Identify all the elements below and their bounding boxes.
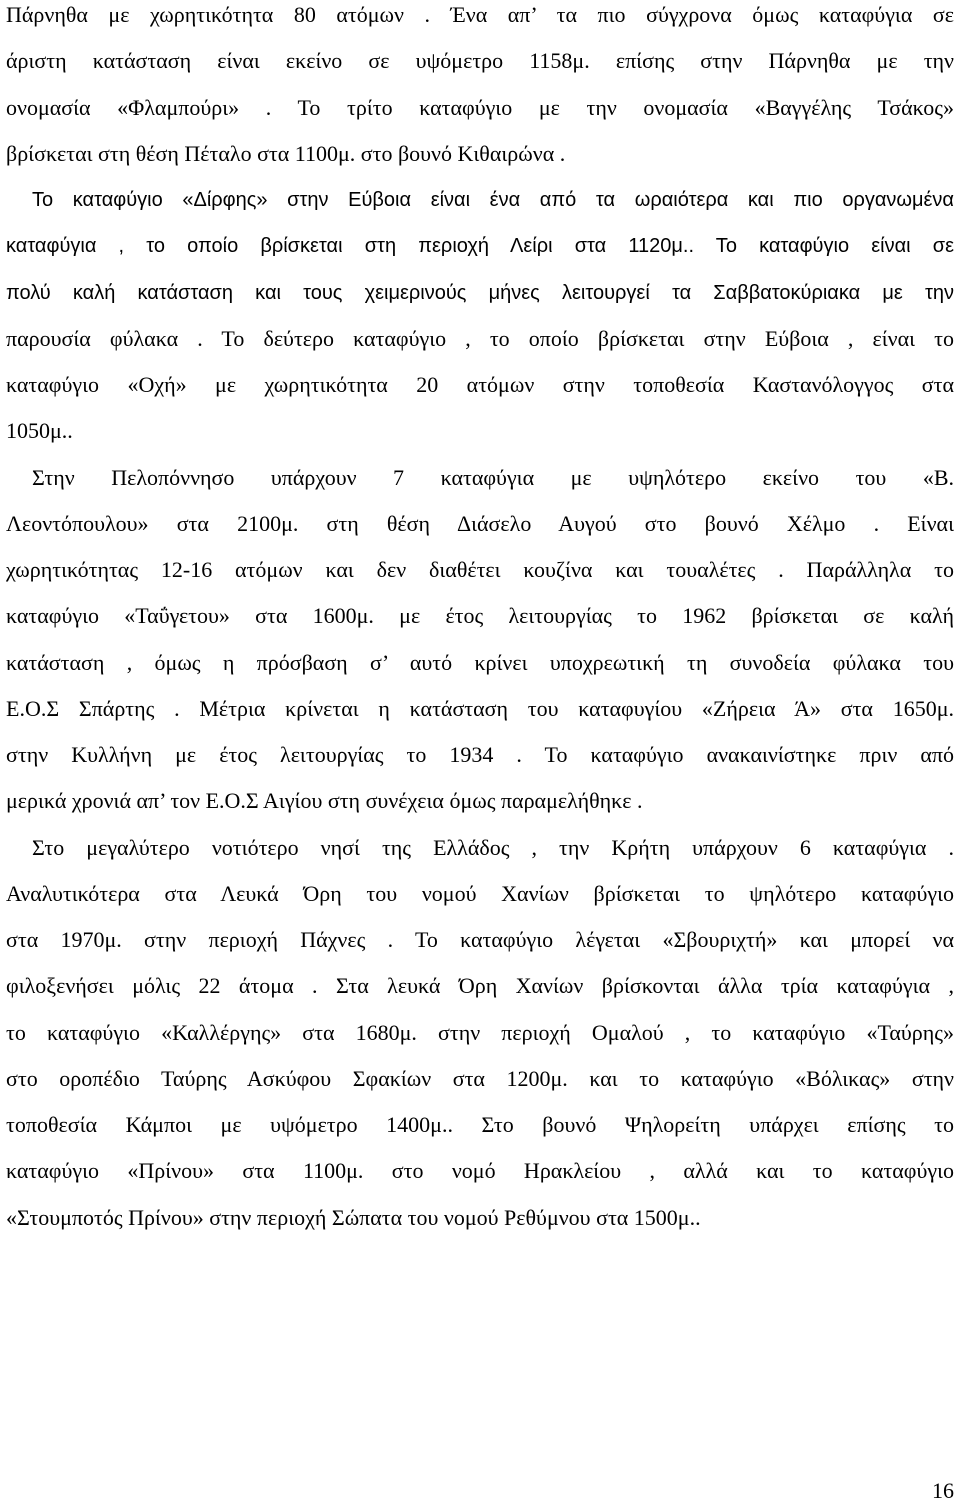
text-line: μερικά χρονιά απ’ τον Ε.Ο.Σ Αιγίου στη συνέχεια όμως παραμελήθηκε . [6, 788, 643, 813]
text-line: στα 1970μ. στην περιοχή Πάχνες . Το καταφύγιο λέγεται «Σβουριχτή» και μπορεί να [6, 927, 954, 952]
text-line: Αναλυτικότερα στα Λευκά Όρη του νομού Χανίων βρίσκεται το ψηλότερο καταφύγιο [6, 881, 954, 906]
text-line: κατάσταση , όμως η πρόσβαση σ’ αυτό κρίνει υποχρεωτική τη συνοδεία φύλακα του [6, 650, 954, 675]
text-line: χωρητικότητας 12-16 ατόμων και δεν διαθέτει κουζίνα και τουαλέτες . Παράλληλα το [6, 557, 954, 582]
text-line: Στην Πελοπόννησο υπάρχουν 7 καταφύγια με υψηλότερο εκείνο του «Β. [32, 465, 954, 490]
text-line: «Στουμποτός Πρίνου» στην περιοχή Σώπατα του νομού Ρεθύμνου στα 1500μ.. [6, 1205, 701, 1230]
text-line: Στο μεγαλύτερο νοτιότερο νησί της Ελλάδος , την Κρήτη υπάρχουν 6 καταφύγια . [32, 835, 954, 860]
text-line: Ε.Ο.Σ Σπάρτης . Μέτρια κρίνεται η κατάσταση του καταφυγίου «Ζήρεια Ά» στα 1650μ. [6, 696, 954, 721]
text-line: καταφύγιο «Πρίνου» στα 1100μ. στο νομό Ηρακλείου , αλλά και το καταφύγιο [6, 1158, 954, 1183]
text-line: πολύ καλή κατάσταση και τους χειμερινούς μήνες λειτουργεί τα Σαββατοκύριακα με την [6, 282, 954, 304]
text-line: φιλοξενήσει μόλις 22 άτομα . Στα λευκά Όρη Χανίων βρίσκονται άλλα τρία καταφύγια , [6, 973, 954, 998]
text-line: παρουσία φύλακα . Το δεύτερο καταφύγιο , το οποίο βρίσκεται στην Εύβοια , είναι το [6, 326, 954, 351]
text-line: στο οροπέδιο Ταύρης Ασκύφου Σφακίων στα 1200μ. και το καταφύγιο «Βόλικας» στην [6, 1066, 954, 1091]
text-line: καταφύγιο «Ταΰγετου» στα 1600μ. με έτος λειτουργίας το 1962 βρίσκεται σε καλή [6, 603, 954, 628]
text-line: Πάρνηθα με χωρητικότητα 80 ατόμων . Ένα απ’ τα πιο σύγχρονα όμως καταφύγια σε [6, 2, 954, 27]
text-line: στην Κυλλήνη με έτος λειτουργίας το 1934 . Το καταφύγιο ανακαινίστηκε πριν από [6, 742, 954, 767]
text-line: Το καταφύγιο «Δίρφης» στην Εύβοια είναι ένα από τα ωραιότερα και πιο οργανωμένα [32, 189, 954, 211]
text-line: καταφύγια , το οποίο βρίσκεται στη περιοχή Λείρι στα 1120μ.. Το καταφύγιο είναι σε [6, 235, 954, 257]
text-line: 1050μ.. [6, 418, 73, 443]
text-line: άριστη κατάσταση είναι εκείνο σε υψόμετρο 1158μ. επίσης στην Πάρνηθα με την [6, 48, 954, 73]
text-line: βρίσκεται στη θέση Πέταλο στα 1100μ. στο βουνό Κιθαιρώνα . [6, 141, 566, 166]
text-line: ονομασία «Φλαμπούρι» . Το τρίτο καταφύγιο με την ονομασία «Βαγγέλης Τσάκος» [6, 95, 954, 120]
text-line: το καταφύγιο «Καλλέργης» στα 1680μ. στην περιοχή Ομαλού , το καταφύγιο «Ταύρης» [6, 1020, 954, 1045]
text-line: τοποθεσία Κάμποι με υψόμετρο 1400μ.. Στο βουνό Ψηλορείτη υπάρχει επίσης το [6, 1112, 954, 1137]
text-line: Λεοντόπουλου» στα 2100μ. στη θέση Διάσελο Αυγού στο βουνό Χέλμο . Είναι [6, 511, 954, 536]
text-line: καταφύγιο «Οχή» με χωρητικότητα 20 ατόμων στην τοποθεσία Καστανόλογγος στα [6, 372, 954, 397]
page-number: 16 [932, 1478, 954, 1503]
